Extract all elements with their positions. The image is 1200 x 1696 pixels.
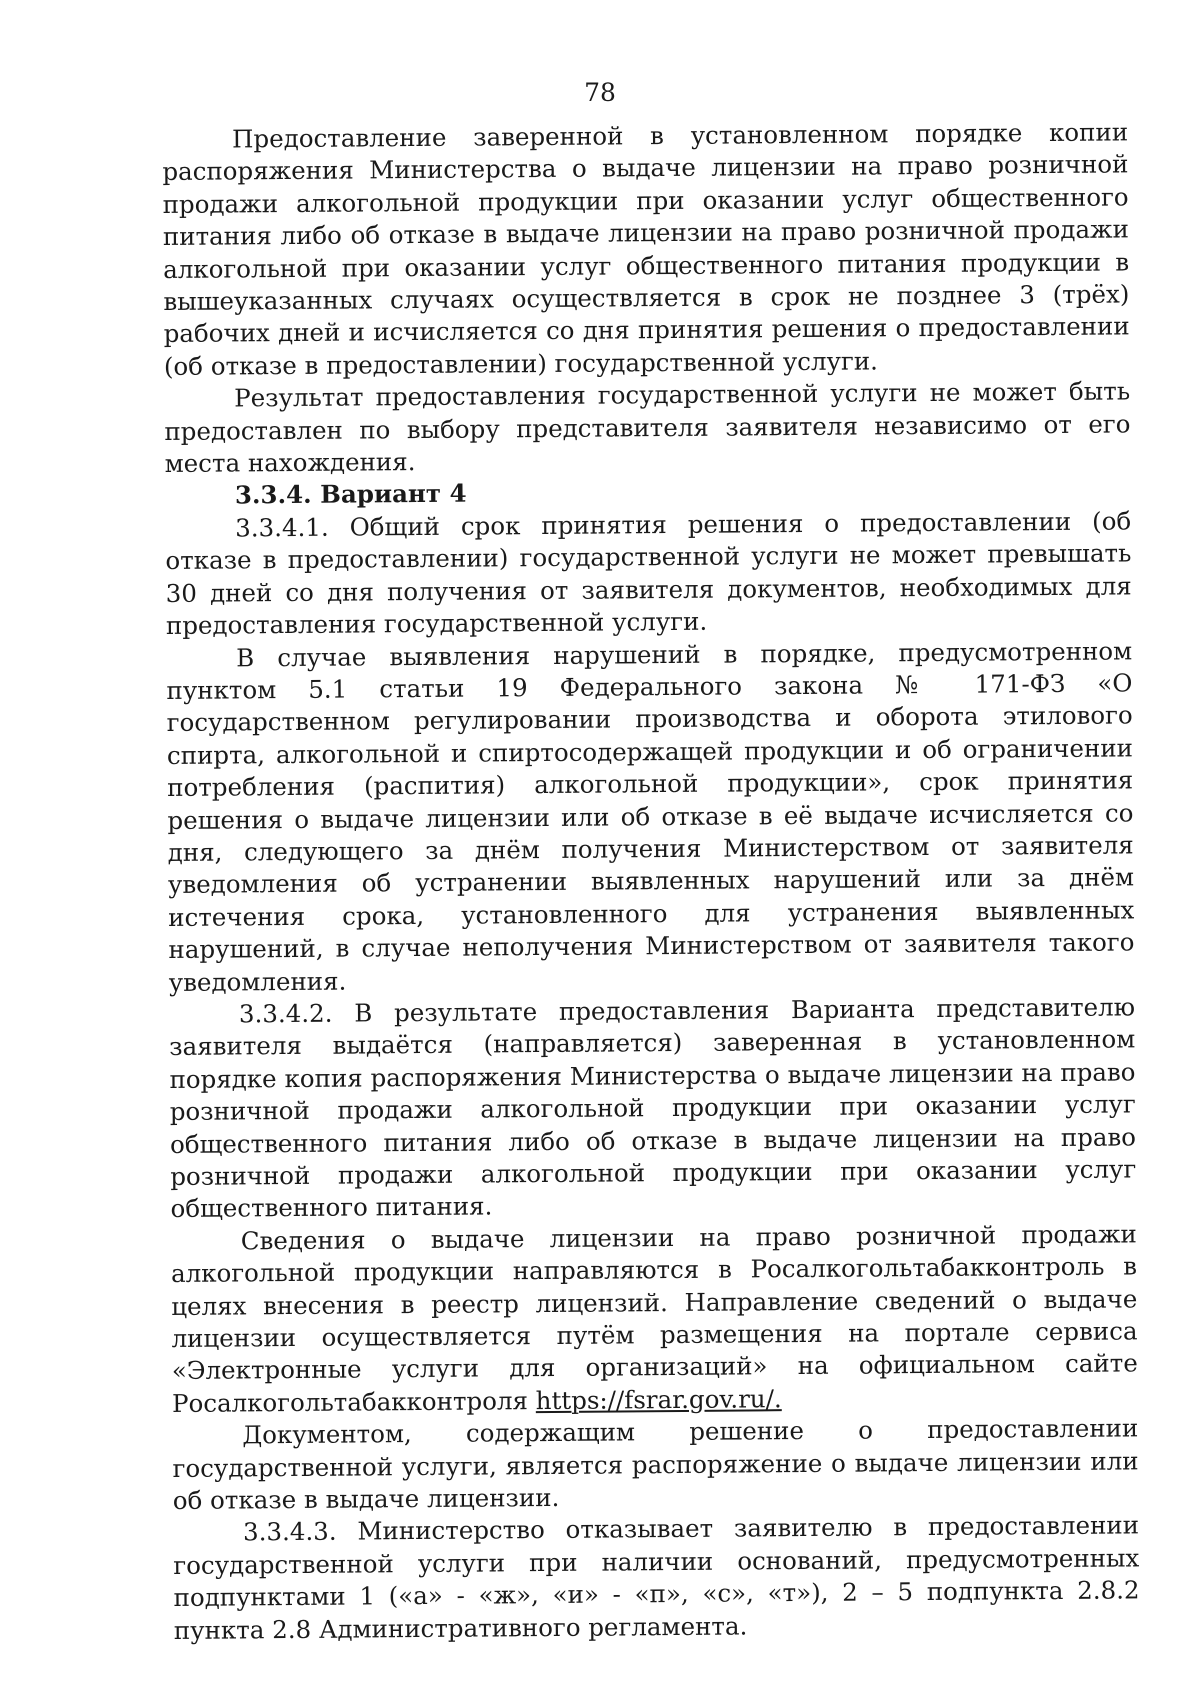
document-body — [162, 116, 1140, 1647]
paragraph: 3.3.4.1. Общий срок принятия решения о предоставлении (об отказе в предоставлении) государственной услуги не может превышать 30 дней со дня получения от заявителя документов, необходимых для предоставления государственной услуги. — [165, 506, 1132, 641]
paragraph: 3.3.4.2. В результате предоставления Варианта представителю заявителя выдаётся (направляется) заверенная в установленном порядке копия распоряжения Министерства о выдаче лицензии на право розничной продажи алкогольной продукции при оказании услуг общественного питания либо об отказе в выдаче лицензии на право розничной продажи алкогольной продукции при оказании услуг общественного питания. — [169, 992, 1137, 1224]
paragraph: Документом, содержащим решение о предоставлении государственной услуги, является распоряжение о выдаче лицензии или об отказе в выдаче лицензии. — [172, 1413, 1139, 1516]
paragraph: 3.3.4.3. Министерство отказывает заявителю в предоставлении государственной услуги при наличии оснований, предусмотренных подпунктами 1 («а» - «ж», «и» - «п», «с», «т»), 2 – 5 подпункта 2.8.2 пункта 2.8 Административного регламента. — [173, 1510, 1140, 1645]
paragraph: Результат предоставления государственной услуги не может быть предоставлен по выбору представителя заявителя независимо от его места нахождения. — [164, 376, 1131, 479]
section-heading: 3.3.4. Вариант 4 — [234, 479, 467, 510]
page-number: 78 — [584, 78, 616, 107]
paragraph: В случае выявления нарушений в порядке, предусмотренном пунктом 5.1 статьи 19 Федерального закона № 171-ФЗ «О государственном регулировании производства и оборота этилового спирта, алкогольной и спиртосодержащей продукции и об ограничении потребления (распития) алкогольной продукции», срок принятия решения о выдаче лицензии или об отказе в её выдаче исчисляется со дня, следующего за днём получения Министерством от заявителя уведомления об устранении выявленных нарушений или за днём истечения срока, установленного для устранения выявленных нарушений, в случае неполучения Министерством от заявителя такого уведомления. — [166, 635, 1135, 997]
fsrar-link[interactable]: https://fsrar.gov.ru/. — [535, 1384, 782, 1415]
info-paragraph-text: Сведения о выдаче лицензии на право розничной продажи алкогольной продукции направляются в Росалкогольтабакконтроль в целях внесения в реестр лицензий. Направление сведений о выдаче лицензии осуществляется путём размещения на портале сервиса «Электронные услуги для организаций» на официальном сайте Росалкогольтабакконтроля — [170, 1219, 1138, 1418]
paragraph-with-link — [171, 1218, 1138, 1420]
paragraph: Предоставление заверенной в установленном порядке копии распоряжения Министерства о выдаче лицензии на право розничной продажи алкогольной продукции при оказании услуг общественного питания либо об отказе в выдаче лицензии на право розничной продажи алкогольной при оказании услуг общественного питания продукции в вышеуказанных случаях осуществляется в срок не позднее 3 (трёх) рабочих дней и исчисляется со дня принятия решения о предоставлении (об отказе в предоставлении) государственной услуги. — [162, 117, 1130, 381]
